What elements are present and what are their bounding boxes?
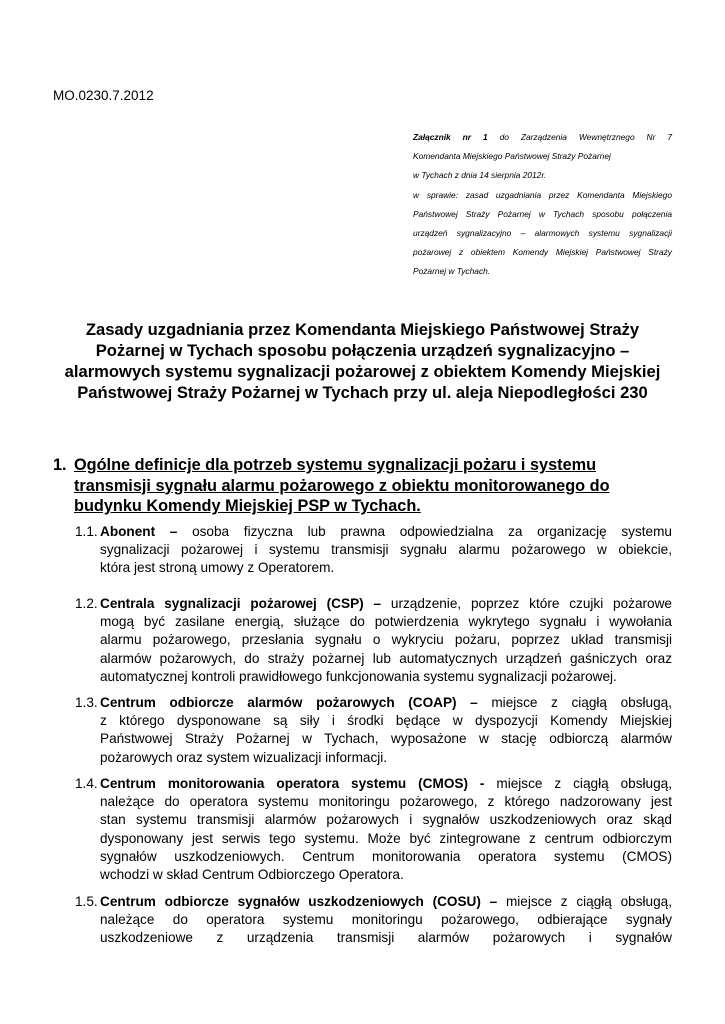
annex-line-3: w Tychach z dnia 14 sierpnia 2012r.: [413, 170, 547, 181]
item-line: sygnałów uszkodzeniowych. Centrum monitorowania operatora systemu (CMOS): [100, 848, 672, 864]
section-heading-text: [74, 455, 673, 517]
item-line: pożarowych oraz system wizualizacji informacji.: [100, 749, 388, 765]
item-line: należące do operatora systemu monitoringu pożarowego, odbierające sygnały: [100, 912, 672, 928]
item-line: Centrum odbiorcze alarmów pożarowych (COAP) – miejsce z ciągłą obsługą,: [100, 695, 672, 710]
item-line: Centrala sygnalizacji pożarowej (CSP) – urządzenie, poprzez które czujki pożarowe: [100, 596, 672, 611]
item-line: mogą być zasilane energią, służące do potwierdzenia wykrytego sygnału i wywołania: [100, 614, 672, 630]
title-line: Pożarnej w Tychach sposobu połączenia urządzeń sygnalizacyjno –: [95, 341, 630, 360]
item-body: [100, 595, 672, 686]
heading-line: transmisji sygnału alarmu pożarowego z obiektu monitorowanego do: [74, 476, 610, 495]
item-line: należące do operatora systemu monitoringu pożarowego, z którego nadzorowany jest: [100, 794, 672, 810]
heading-line: Ogólne definicje dla potrzeb systemu sygnalizacji pożaru i systemu: [74, 456, 597, 474]
item-line: która jest stroną umowy z Operatorem.: [100, 560, 335, 576]
item-line: Państwowej Straży Pożarnej w Tychach, wyposażone w stację odbiorczą alarmów: [100, 731, 672, 747]
item-line: uszkodzeniowe z urządzenia transmisji alarmów pożarowych i sygnałów: [100, 930, 672, 946]
reference-number: MO.0230.7.2012: [53, 88, 154, 103]
annex-line-6: urządzeń sygnalizacyjno – alarmowych systemu sygnalizacji: [413, 228, 672, 239]
item-term: Abonent –: [100, 524, 178, 539]
title-line: Zasady uzgadniania przez Komendanta Miejskiego Państwowej Straży: [85, 320, 640, 339]
definition-item-1-4: [75, 775, 672, 884]
item-line: alarmów pożarowych, do straży pożarnej lub automatycznych urządzeń gaśniczych oraz: [100, 650, 672, 666]
document-title: [40, 319, 685, 403]
definition-item-1-3: [75, 694, 672, 767]
item-line: alarmu pożarowego, przesłania sygnału o wykryciu pożaru, poprzez układ transmisji: [100, 632, 672, 648]
item-line: wchodzi w skład Centrum Odbiorczego Operatora.: [100, 867, 404, 883]
item-body: [100, 893, 672, 948]
item-term: Centrala sygnalizacji pożarowej (CSP) –: [100, 596, 382, 611]
section-number: 1.: [53, 456, 67, 474]
item-line: stan systemu transmisji alarmów pożarowych i sygnałów uszkodzeniowych oraz skąd: [100, 812, 672, 828]
definition-item-1-5: [75, 893, 672, 948]
definition-item-1-2: [75, 595, 672, 686]
item-number: 1.4.: [75, 776, 98, 791]
item-number: 1.2.: [75, 596, 98, 611]
annex-line-4: w sprawie: zasad uzgadniania przez Komendanta Miejskiego: [413, 189, 672, 200]
item-line: dysponowany jest serwis tego systemu. Może być zintegrowane z centrum odbiorczym: [100, 830, 672, 846]
item-number: 1.5.: [75, 894, 98, 909]
title-line: alarmowych systemu sygnalizacji pożarowej z obiektem Komendy Miejskiej: [64, 362, 661, 381]
item-line: sygnalizacji pożarowej i systemu transmisji sygnału alarmu pożarowego w obiekcie,: [100, 542, 672, 558]
annex-line-7: pożarowej z obiektem Komendy Miejskiej Państwowej Straży: [413, 247, 672, 258]
item-line: z którego dysponowane są siły i środki będące w dyspozycji Komendy Miejskiej: [100, 713, 672, 729]
item-number: 1.3.: [75, 695, 98, 710]
item-line: automatycznej kontroli prawidłowego funkcjonowania systemu sygnalizacji pożarowej.: [100, 668, 617, 684]
annex-note: [413, 128, 672, 282]
item-body: [100, 523, 672, 578]
item-term: Centrum odbiorcze alarmów pożarowych (COAP) –: [100, 695, 478, 710]
definition-item-1-1: [75, 523, 672, 578]
item-term: Centrum odbiorcze sygnałów uszkodzeniowych (COSU) –: [100, 894, 498, 909]
item-body: [100, 694, 672, 767]
title-line: Państwowej Straży Pożarnej w Tychach przy ul. aleja Niepodległości 230: [77, 383, 648, 402]
annex-line-2: Komendanta Miejskiego Państwowej Straży Pożarnej: [413, 151, 611, 162]
item-line: Centrum monitorowania operatora systemu (CMOS) - miejsce z ciągłą obsługą,: [100, 776, 672, 791]
heading-line: budynku Komendy Miejskiej PSP w Tychach.: [74, 497, 421, 515]
item-body: [100, 775, 672, 884]
section-1-heading: [53, 455, 673, 517]
annex-line-1: Załącznik nr 1 do Zarządzenia Wewnętrznego Nr 7: [413, 132, 672, 142]
item-line: Centrum odbiorcze sygnałów uszkodzeniowych (COSU) – miejsce z ciągłą obsługą,: [100, 894, 672, 909]
item-line: Abonent – osoba fizyczna lub prawna odpowiedzialna za organizację systemu: [100, 524, 672, 539]
annex-line-5: Państwowej Straży Pożarnej w Tychach sposobu połączenia: [413, 208, 672, 219]
item-term: Centrum monitorowania operatora systemu (CMOS) -: [100, 776, 485, 791]
annex-label: Załącznik nr 1: [413, 132, 488, 142]
item-number: 1.1.: [75, 524, 98, 539]
annex-line-8: Pożarnej w Tychach.: [413, 266, 491, 277]
